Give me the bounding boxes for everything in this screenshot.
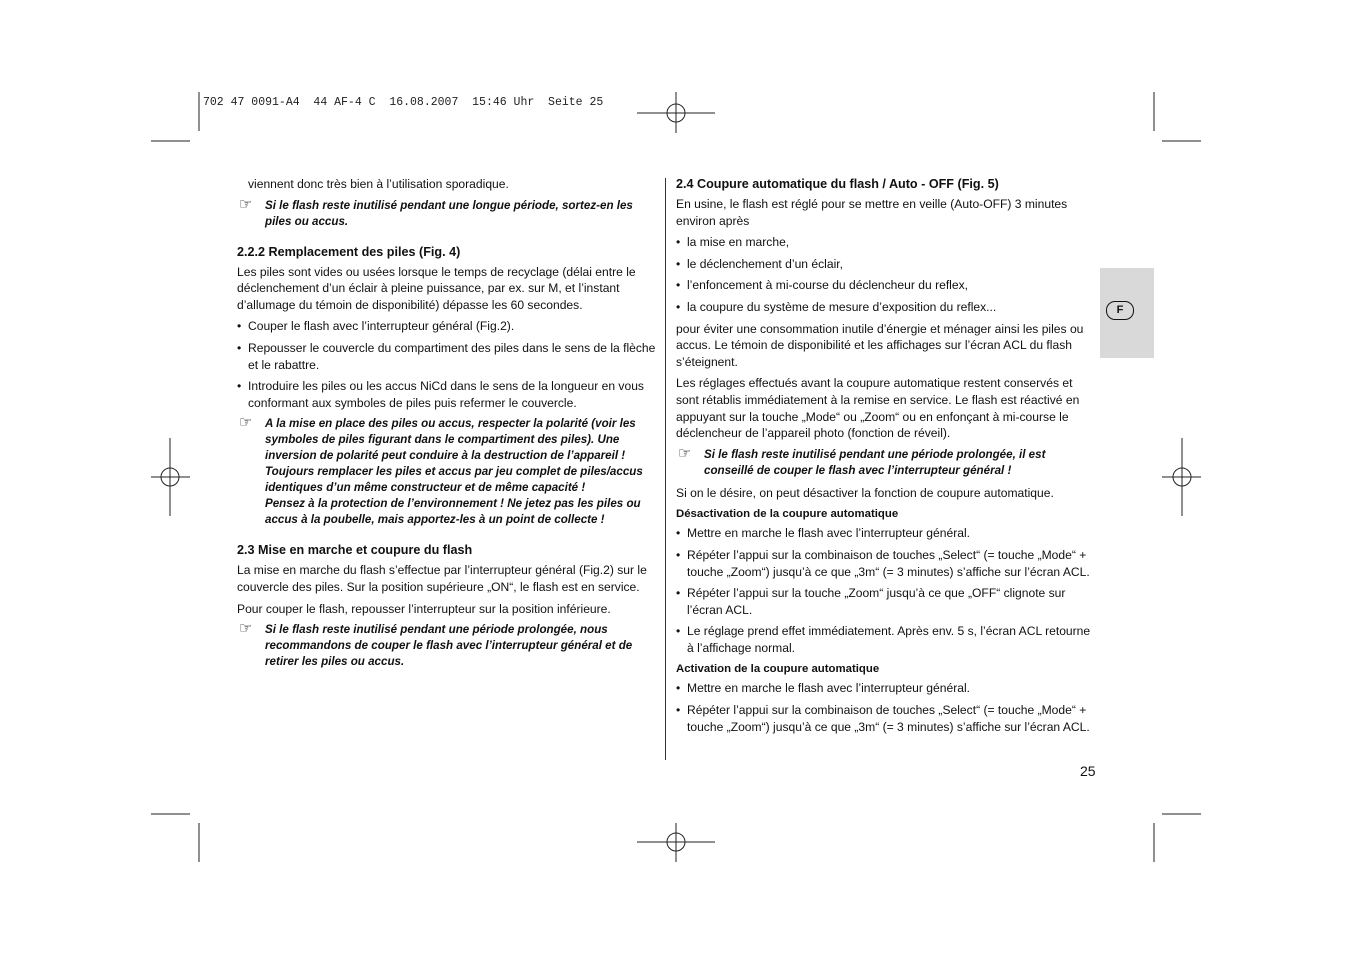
heading-2-3: 2.3 Mise en marche et coupure du flash [237, 543, 473, 558]
para-power-on: La mise en marche du flash s’effectue par l’interrupteur général (Fig.2) sur le couvercle des piles. Sur la position supérieure „ON“, le flash est en service. [237, 563, 647, 594]
pointing-hand-icon: ☞ [239, 195, 253, 213]
registration-mark-top [637, 92, 715, 133]
column-divider [665, 178, 666, 760]
registration-mark-left [151, 438, 190, 516]
print-slug-line: 702 47 0091-A4 44 AF-4 C 16.08.2007 15:46 Uhr Seite 25 [203, 96, 604, 109]
list-item: • Répéter l’appui sur la combinaison de touches „Select“ (= touche „Mode“ + touche „Zoom“) jusqu’à ce que „3m“ (= 3 minutes) s’affiche sur l’écran ACL. [676, 703, 1090, 734]
heading-activation: Activation de la coupure automatique [676, 663, 880, 676]
para-battery-empty: Les piles sont vides ou usées lorsque le temps de recyclage (délai entre le déclenchement d’un éclair à pleine puissance, par ex. sur M, et l’instant d’allumage du témoin de disponibilité) dépasse les 60 secondes. [237, 264, 636, 312]
right-column [676, 176, 1098, 740]
note-long-storage: ☞ Si le flash reste inutilisé pendant une période prolongée, nous recommandons de couper le flash avec l’interrupteur général et de retirer les piles ou accus. [239, 620, 633, 669]
heading-2-4: 2.4 Coupure automatique du flash / Auto - OFF (Fig. 5) [676, 177, 999, 191]
para-settings-kept: Les réglages effectués avant la coupure automatique restent conservés et sont rétablis immédiatement à la remise en service. Le flash est réactivé en appuyant sur la touche „Mode“ ou „Zoom“ ou en enfonçant à mi-course le déclencheur de l’appareil photo (fonction de réveil). [676, 376, 1080, 441]
language-tab [1100, 268, 1154, 358]
note-switch-off: ☞ Si le flash reste inutilisé pendant une période prolongée, il est conseillé de couper le flash avec l’interrupteur général ! [678, 444, 1046, 477]
intro-line: viennent donc très bien à l’utilisation sporadique. [248, 177, 509, 191]
list-item: • Mettre en marche le flash avec l’interrupteur général. [676, 526, 970, 541]
battery-steps-list [237, 318, 659, 411]
para-disable: Si on le désire, on peut désactiver la fonction de coupure automatique. [676, 485, 1054, 500]
registration-mark-right [1162, 438, 1201, 516]
list-item: • Le réglage prend effet immédiatement. Après env. 5 s, l’écran ACL retourne à l’affichage normal. [676, 624, 1091, 655]
pointing-hand-icon: ☞ [239, 620, 253, 638]
list-item: • la mise en marche, [676, 235, 790, 250]
heading-deactivation: Désactivation de la coupure automatique [676, 508, 899, 521]
list-item: • Répéter l’appui sur la combinaison de touches „Select“ (= touche „Mode“ + touche „Zoom“) jusqu’à ce que „3m“ (= 3 minutes) s’affiche sur l’écran ACL. [676, 547, 1090, 579]
list-item: • Répéter l’appui sur la touche „Zoom“ jusqu’à ce que „OFF“ clignote sur l’écran ACL. [676, 586, 1066, 617]
registration-mark-bottom [637, 823, 715, 862]
para-auto-off: En usine, le flash est réglé pour se mettre en veille (Auto-OFF) 3 minutes environ après [676, 197, 1068, 228]
heading-2-2-2: 2.2.2 Remplacement des piles (Fig. 4) [237, 244, 461, 259]
list-item: • la coupure du système de mesure d’exposition du reflex... [676, 299, 997, 314]
list-item: • l’enfoncement à mi-course du déclencheur du reflex, [676, 278, 968, 293]
left-column [237, 176, 659, 676]
auto-off-triggers-list [676, 234, 1098, 315]
pointing-hand-icon: ☞ [239, 414, 253, 432]
deactivation-steps-list [676, 525, 1098, 656]
note-storage: ☞ Si le flash reste inutilisé pendant une longue période, sortez-en les piles ou accus. [239, 195, 633, 228]
para-energy: pour éviter une consommation inutile d’énergie et ménager ainsi les piles ou accus. Le témoin de disponibilité et les affichages sur l’écran ACL du flash s’éteignent. [676, 321, 1084, 369]
list-item: • Introduire les piles ou les accus NiCd dans le sens de la longueur en vous conformant aux symboles de piles puis refermer le couvercle. [237, 379, 644, 410]
list-item: • Repousser le couvercle du compartiment des piles dans le sens de la flèche et le rabattre. [237, 340, 656, 372]
pointing-hand-icon: ☞ [678, 444, 692, 462]
para-power-off: Pour couper le flash, repousser l’interrupteur sur la position inférieure. [237, 601, 611, 616]
page-number: 25 [1080, 763, 1096, 779]
list-item: • le déclenchement d’un éclair, [676, 256, 843, 271]
language-tab-letter: F [1106, 301, 1134, 320]
activation-steps-list [676, 680, 1098, 735]
list-item: • Mettre en marche le flash avec l’interrupteur général. [676, 681, 970, 696]
note-polarity: ☞ A la mise en place des piles ou accus, respecter la polarité (voir les symboles de piles figurant dans le compartiment des piles). Une inversion de polarité peut conduire à la destruction de l’appareil ! Toujours remplacer les piles et accus par jeu complet de piles/accus identiques d’un même constructeur et de même capacité ! Pensez à la protection de l’environnement ! Ne jetez pas les piles ou accus à la poubelle, mais apportez-les à un point de collecte ! [239, 414, 643, 527]
list-item: • Couper le flash avec l’interrupteur général (Fig.2). [237, 319, 515, 334]
